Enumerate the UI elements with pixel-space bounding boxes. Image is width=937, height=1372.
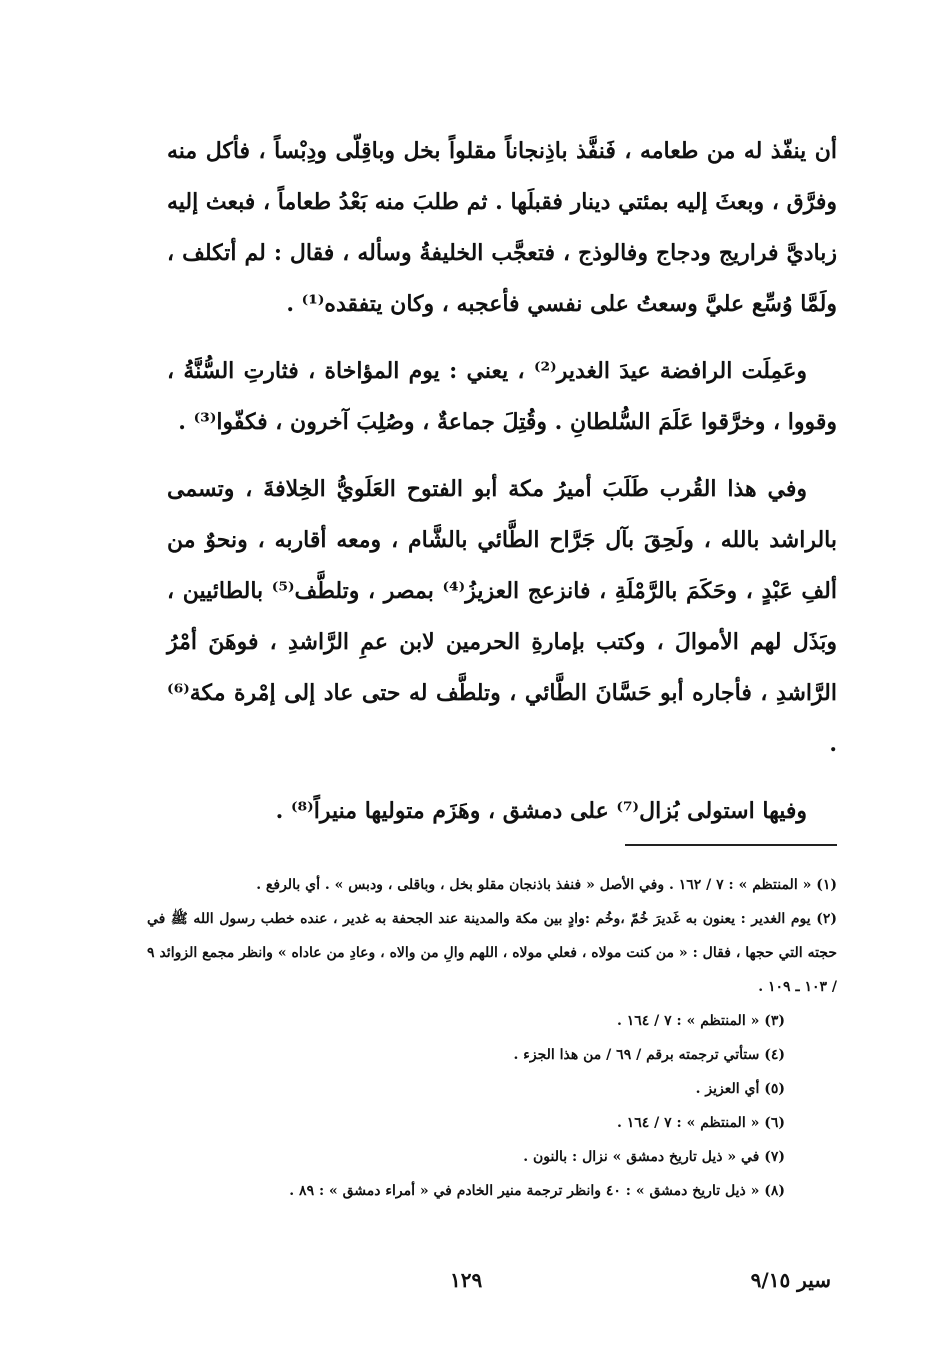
footnote-7: (٧) في « ذيل تاريخ دمشق » نزال : بالنون . xyxy=(523,1149,785,1165)
paragraph-4: وفيها استولى بُزال⁽⁷⁾ على دمشق ، وهَزَم متوليها منيراً⁽⁸⁾ . xyxy=(275,798,807,824)
printer-signature: سير ٩/١٥ xyxy=(750,1268,831,1292)
page-footer xyxy=(0,1268,937,1308)
footnote-2: (٢) يوم الغدير : يعنون به غَديرَ خُمّ ،وخُم :وادٍ بين مكة والمدينة عند الجحفة به غدير ، عنده خطب رسول الله ﷺ في حجته التي حجها ، فقال : « من كنت مولاه ، فعلي مولاه ، اللهم والِ من والاه ، وعادِ من عاداه » وانظر مجمع الزوائد ٩ / ١٠٣ ـ ١٠٩ . xyxy=(147,911,837,995)
paragraph-1: أن ينفّذ له من طعامه ، فَنفَّذ باذِنجاناً مقلواً بخل وباقِلّى ودِبْساً ، فأكل منه وفرَّق ، وبعثَ إليه بمئتي دينار فقبلَها . ثم طلبَ منه بَعْدُ طعاماً ، فبعث إليه زباديَّ فراريج ودجاج وفالوذج ، فتعجَّب الخليفةُ وسأله ، فقال : لم أتكلف ، ولَمَّا وُسِّع عليَّ وسعتُ على نفسي فأعجبه ، وكان يتفقده⁽¹⁾ . xyxy=(167,138,837,317)
footnote-4: (٤) ستأتي ترجمته برقم / ٦٩ / من هذا الجزء . xyxy=(513,1047,785,1063)
footnote-8: (٨) « ذيل تاريخ دمشق » : ٤٠ وانظر ترجمة منير الخادم في « أمراء دمشق » : ٨٩ . xyxy=(289,1183,785,1199)
page-number: ١٢٩ xyxy=(450,1268,483,1292)
footnotes xyxy=(147,868,837,1208)
footnote-6: (٦) « المنتظم » : ٧ / ١٦٤ . xyxy=(616,1115,785,1131)
footnote-5: (٥) أي العزيز . xyxy=(695,1081,785,1097)
footnote-3: (٣) « المنتظم » : ٧ / ١٦٤ . xyxy=(616,1013,785,1029)
main-text xyxy=(167,126,837,853)
footnote-separator xyxy=(625,844,837,846)
footnote-1: (١) « المنتظم » : ٧ / ١٦٢ . وفي الأصل « فنفذ باذنجان مقلو بخل ، وباقلى ، ودبس » . أي بالرفع . xyxy=(256,877,837,893)
paragraph-2: وعَمِلَت الرافضة عيدَ الغدير⁽²⁾ ، يعني : يوم المؤاخاة ، فثارتِ السُّنَّةُ ، وقووا ، وخرَّقوا عَلَمَ السُّلطانِ . وقُتِلَ جماعةٌ ، وصُلِبَ آخرون ، فكفّوا⁽³⁾ . xyxy=(167,358,837,435)
paragraph-3: وفي هذا القُرب طَلَبَ أميرُ مكة أبو الفتوح العَلَويُّ الخِلافةَ ، وتسمى بالراشد بالله ، ولَحِقَ بآل جَرَّاح الطَّائي بالشَّام ، ومعه أقاربه ، ونحوٌ من ألفِ عَبْدٍ ، وحَكَمَ بالرَّمْلَةِ ، فانزعج العزيزُ⁽⁴⁾ بمصر ، وتلطَّف⁽⁵⁾ بالطائيين ، وبَذَل لهم الأموالَ ، وكتب بإمارةِ الحرمين لابن عمِ الرَّاشدِ ، فوهَنَ أمْرُ الرَّاشدِ ، فأجاره أبو حَسَّانَ الطَّائي ، وتلطَّف له حتى عاد إلى إمْرة مكة⁽⁶⁾ . xyxy=(167,476,837,757)
